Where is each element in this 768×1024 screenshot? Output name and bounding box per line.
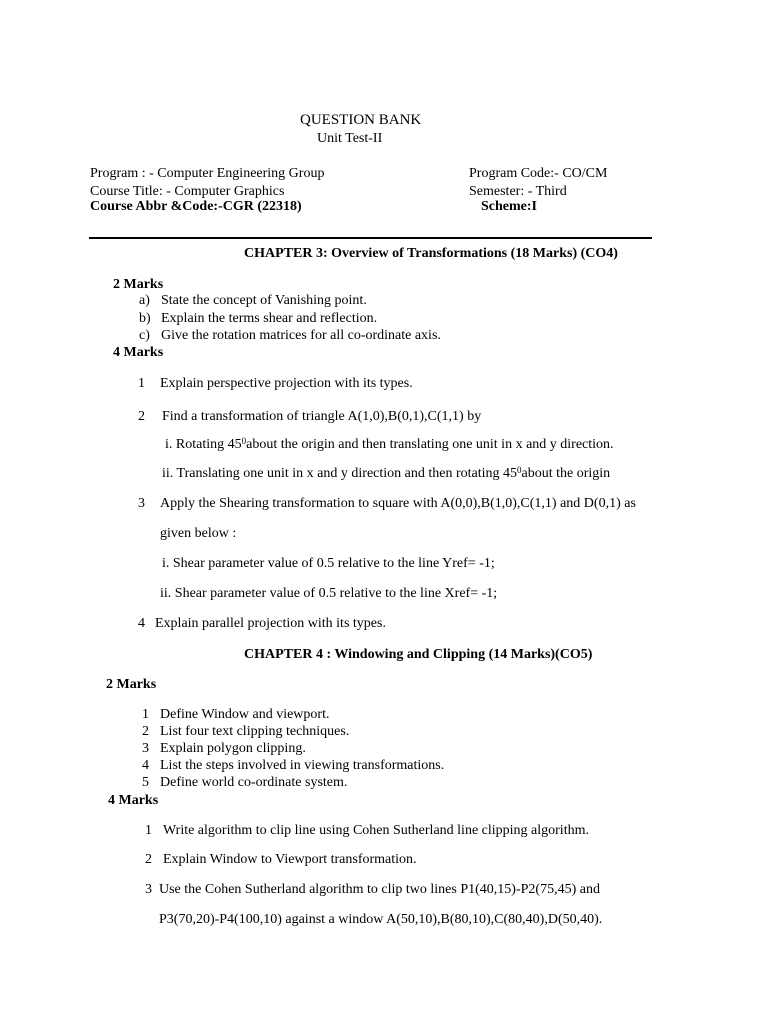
program-label: Program : - Computer Engineering Group [90,166,325,181]
list-item-number: 4 [142,758,149,773]
chapter-4-heading: CHAPTER 4 : Windowing and Clipping (14 Marks)(CO5) [244,647,593,662]
list-item: Define world co-ordinate system. [160,775,348,790]
question-text: Explain parallel projection with its types. [155,616,386,631]
document-subtitle: Unit Test-II [317,131,383,146]
question-text: Apply the Shearing transformation to square with A(0,0),B(1,0),C(1,1) and D(0,1) as [160,496,636,511]
document-title: QUESTION BANK [300,112,422,128]
question-text-continued: given below : [160,526,237,541]
question-number: 4 [138,616,145,631]
header-divider [89,237,652,239]
list-item: State the concept of Vanishing point. [161,293,367,308]
list-item: Explain the terms shear and reflection. [161,311,378,326]
sub-question: i. Shear parameter value of 0.5 relative to the line Yref= -1; [162,556,495,571]
list-item-marker: c) [139,328,150,343]
list-item: Give the rotation matrices for all co-ordinate axis. [161,328,441,343]
sub-question: ii. Shear parameter value of 0.5 relative to the line Xref= -1; [160,586,498,601]
list-item-number: 2 [142,724,149,739]
question-text: Write algorithm to clip line using Cohen Sutherland line clipping algorithm. [163,823,589,838]
list-item-marker: b) [139,311,151,326]
question-text: Use the Cohen Sutherland algorithm to clip two lines P1(40,15)-P2(75,45) and [159,882,600,897]
question-number: 3 [145,882,152,897]
question-number: 1 [138,376,145,391]
question-number: 1 [145,823,152,838]
list-item-number: 1 [142,707,149,722]
question-number: 3 [138,496,145,511]
ch3-two-marks-label: 2 Marks [113,277,164,292]
program-code-label: Program Code:- CO/CM [469,166,608,181]
list-item: List the steps involved in viewing transformations. [160,758,445,773]
list-item: Define Window and viewport. [160,707,330,722]
list-item-number: 5 [142,775,149,790]
list-item-number: 3 [142,741,149,756]
sub-question: i. Rotating $45^0about$ the origin and then translating one unit in x and y direction. [165,436,614,452]
course-abbr-label: Course Abbr &Code:-CGR (22318) [90,199,302,214]
list-item: Explain polygon clipping. [160,741,306,756]
degree-superscript: 0 [517,465,522,475]
course-title-label: Course Title: - Computer Graphics [90,184,285,199]
chapter-3-heading: CHAPTER 3: Overview of Transformations (18 Marks) (CO4) [244,246,618,261]
question-text: Explain perspective projection with its types. [160,376,413,391]
sub-question: ii. Translating one unit in x and y direction and then rotating $45^0about$ the origin [162,465,611,481]
degree-superscript: 0 [241,436,247,446]
semester-label: Semester: - Third [469,184,567,199]
question-number: 2 [138,409,145,424]
question-text: Find a transformation of triangle A(1,0),B(0,1),C(1,1) by [162,409,482,424]
ch4-four-marks-label: 4 Marks [108,793,159,808]
ch3-four-marks-label: 4 Marks [113,345,164,360]
list-item: List four text clipping techniques. [160,724,350,739]
ch4-two-marks-label: 2 Marks [106,677,157,692]
question-text: Explain Window to Viewport transformation. [163,852,417,867]
list-item-marker: a) [139,293,150,308]
question-text-continued: P3(70,20)-P4(100,10) against a window A(50,10),B(80,10),C(80,40),D(50,40). [159,912,603,927]
question-number: 2 [145,852,152,867]
scheme-label: Scheme:I [481,199,537,214]
